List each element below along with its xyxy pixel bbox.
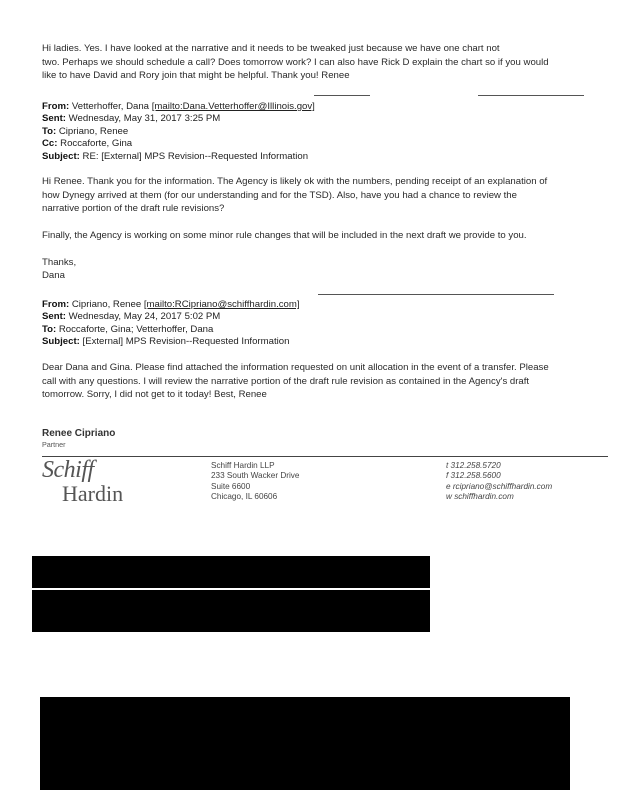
to-label: To:: [42, 323, 57, 335]
separator-rule: [314, 95, 370, 96]
sent-date: Wednesday, May 31, 2017 3:25 PM: [68, 113, 221, 125]
top-message-line: two. Perhaps we should schedule a call? Does tomorrow work? I can also have Rick D explain the chart so if you would: [42, 56, 549, 68]
from-email-link[interactable]: [mailto:Dana.Vetterhoffer@Illinois.gov]: [151, 101, 315, 112]
subject-label: Subject:: [42, 336, 80, 348]
redaction-block: [32, 590, 430, 632]
email2-header: [42, 299, 300, 349]
address-line: 233 South Wacker Drive: [211, 471, 300, 481]
email1-body-2: Finally, the Agency is working on some minor rule changes that will be included in the next draft we provide to you.: [42, 230, 527, 241]
to-label: To:: [42, 125, 57, 137]
sent-label: Sent:: [42, 311, 66, 323]
schiff-hardin-logo: [42, 457, 162, 507]
from-label: From:: [42, 299, 70, 310]
fax: f 312.258.5600: [446, 471, 501, 481]
from-name: Cipriano, Renee: [71, 299, 142, 310]
body-line: narrative portion of the draft rule revisions?: [42, 203, 225, 215]
top-message-line: like to have David and Rory join that might be helpful. Thank you! Renee: [42, 70, 350, 82]
separator-rule: [478, 95, 584, 96]
email2-body: [42, 361, 549, 402]
redaction-block: [40, 697, 570, 790]
subject-text: [External] MPS Revision--Requested Information: [82, 336, 290, 348]
body-line: Dear Dana and Gina. Please find attached the information requested on unit allocation in the event of a transfer. Please: [42, 362, 549, 373]
top-message-line: Hi ladies. Yes. I have looked at the narrative and it needs to be tweaked just because we have one chart not: [42, 43, 500, 54]
redaction-block: [32, 556, 430, 588]
from-name: Vetterhoffer, Dana: [71, 101, 150, 112]
sent-date: Wednesday, May 24, 2017 5:02 PM: [68, 311, 221, 323]
website[interactable]: w schiffhardin.com: [446, 491, 514, 501]
phone: t 312.258.5720: [446, 461, 501, 470]
signature-title: Partner: [42, 440, 66, 449]
subject-label: Subject:: [42, 150, 80, 162]
address-line: Schiff Hardin LLP: [211, 461, 275, 470]
address-line: Chicago, IL 60606: [211, 491, 278, 501]
top-message: [42, 42, 549, 83]
address-line: Suite 6600: [211, 481, 251, 491]
from-label: From:: [42, 101, 70, 112]
cc-label: Cc:: [42, 138, 58, 150]
body-line: tomorrow. Sorry, I did not get to it today! Best, Renee: [42, 389, 267, 401]
email1-header: [42, 101, 315, 163]
contact-info: [446, 461, 552, 502]
email1-closing: Thanks,: [42, 257, 77, 268]
logo-text-hardin: Hardin: [62, 481, 124, 506]
separator-rule: [318, 294, 554, 295]
email1-signoff: Dana: [42, 270, 65, 281]
body-line: Hi Renee. Thank you for the information. The Agency is likely ok with the numbers, pending receipt of an explanation of: [42, 176, 548, 187]
cc-recipients: Roccaforte, Gina: [60, 138, 133, 150]
signature-name: Renee Cipriano: [42, 428, 116, 439]
to-recipients: Cipriano, Renee: [58, 125, 129, 137]
to-recipients: Roccaforte, Gina; Vetterhoffer, Dana: [58, 323, 214, 335]
from-email-link[interactable]: [mailto:RCipriano@schiffhardin.com]: [143, 299, 300, 310]
logo-text-schiff: Schiff: [42, 457, 94, 483]
firm-address: [211, 461, 299, 502]
sent-label: Sent:: [42, 113, 66, 125]
body-line: how Dynegy arrived at them (for our understanding and for the TSD). Also, have you had a chance to review the: [42, 189, 517, 201]
email1-body: [42, 175, 547, 216]
subject-text: RE: [External] MPS Revision--Requested Information: [82, 150, 309, 162]
email-address[interactable]: e rcipriano@schiffhardin.com: [446, 481, 553, 491]
body-line: call with any questions. I will review the narrative portion of the draft rule revision as contained in the Agency's draft: [42, 375, 530, 387]
